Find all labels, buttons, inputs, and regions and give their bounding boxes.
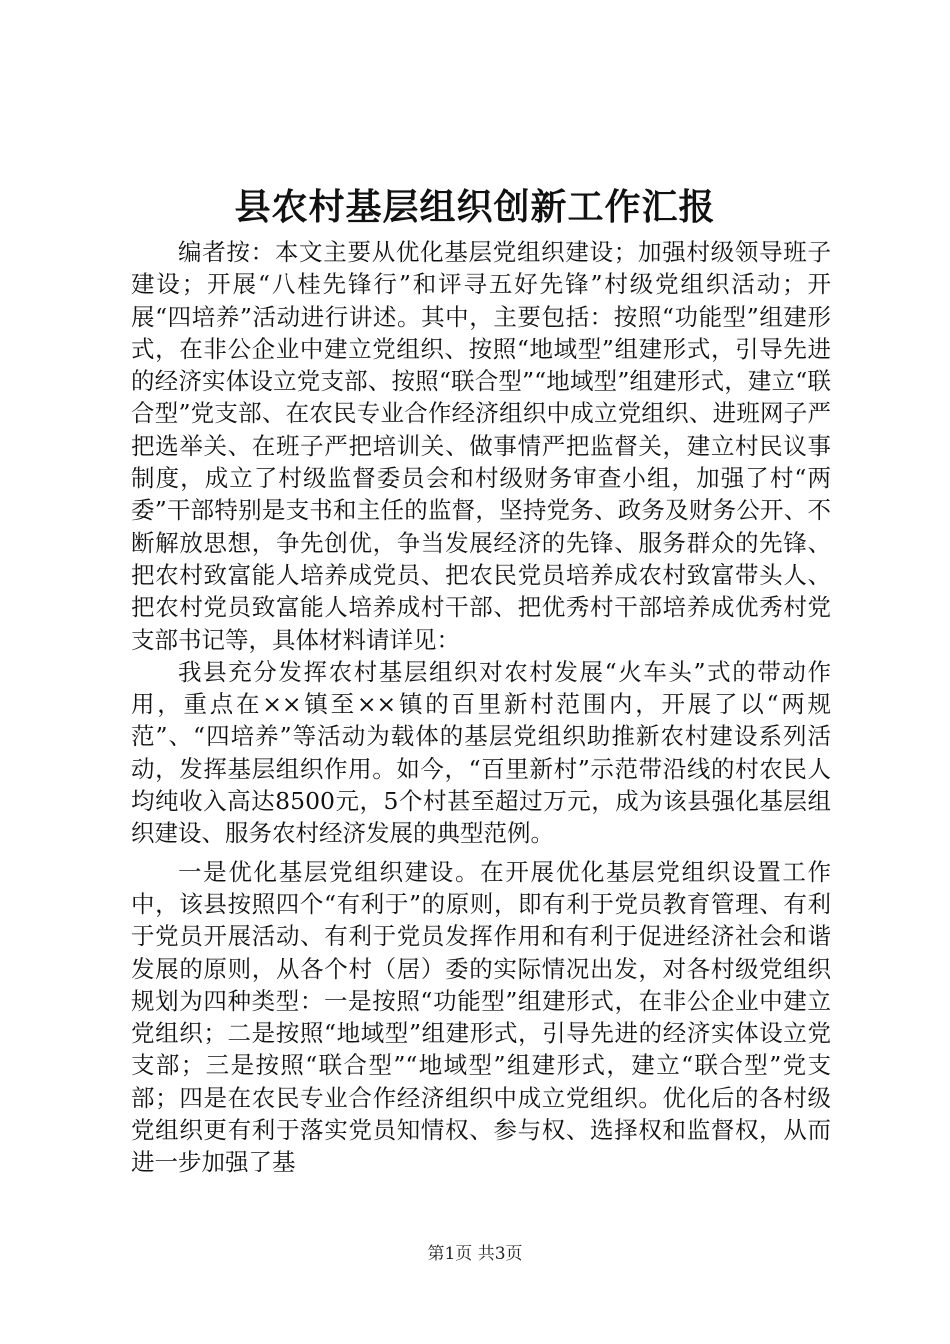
document-body xyxy=(131,236,831,1179)
page-footer: 第1页 共3页 xyxy=(427,1244,523,1264)
editor-note-paragraph: 编者按：本文主要从优化基层党组织建设；加强村级领导班子建设；开展“八桂先锋行”和评寻五好先锋”村级党组织活动；开展“四培养”活动进行讲述。其中，主要包括：按照“功能型”组建形式，在非公企业中建立党组织、按照“地域型”组建形式，引导先进的经济实体设立党支部、按照“联合型”“地域型”组建形式，建立“联合型”党支部、在农民专业合作经济组织中成立党组织、进班网子严把选举关、在班子严把培训关、做事情严把监督关，建立村民议事制度，成立了村级监督委员会和村级财务审查小组，加强了村“两委”干部特别是支书和主任的监督，坚持党务、政务及财务公开、不断解放思想，争先创优，争当发展经济的先锋、服务群众的先锋、把农村致富能人培养成党员、把农民党员培养成农村致富带头人、把农村党员致富能人培养成村干部、把优秀村干部培养成优秀村党支部书记等，具体材料请详见： xyxy=(131,238,831,654)
document-title: 县农村基层组织创新工作汇报 xyxy=(234,186,716,228)
intro-paragraph: 我县充分发挥农村基层组织对农村发展“火车头”式的带动作用，重点在××镇至××镇的百里新村范围内，开展了以“两规范”、“四培养”等活动为载体的基层党组织助推新农村建设系列活动，发挥基层组织作用。如今，“百里新村”示范带沿线的村农民人均纯收入高达8500元，5个村甚至超过万元，成为该县强化基层组织建设、服务农村经济发展的典型范例。 xyxy=(131,657,831,848)
section-one-paragraph: 一是优化基层党组织建设。在开展优化基层党组织设置工作中，该县按照四个“有利于”的原则，即有利于党员教育管理、有利于党员开展活动、有利于党员发挥作用和有利于促进经济社会和谐发展的原则，从各个村（居）委的实际情况出发，对各村级党组织规划为四种类型：一是按照“功能型”组建形式，在非公企业中建立党组织；二是按照“地域型”组建形式，引导先进的经济实体设立党支部；三是按照“联合型”“地域型”组建形式，建立“联合型”党支部；四是在农民专业合作经济组织中成立党组织。优化后的各村级党组织更有利于落实党员知情权、参与权、选择权和监督权，从而进一步加强了基 xyxy=(131,857,831,1177)
